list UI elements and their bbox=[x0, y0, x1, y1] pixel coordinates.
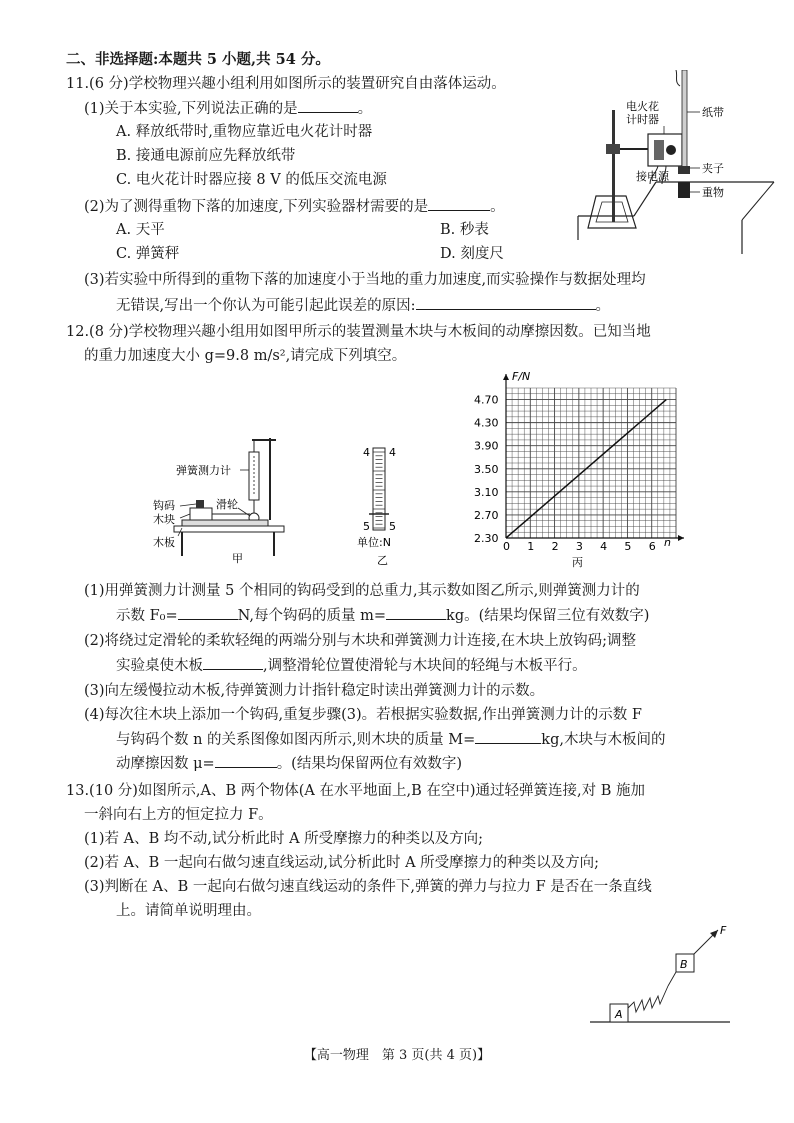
q11-part1-end: 。 bbox=[357, 101, 373, 117]
q11-p1-option-a: A. 释放纸带时,重物应靠近电火花计时器 bbox=[116, 124, 373, 140]
q12-part1-blank-f0[interactable] bbox=[178, 605, 238, 620]
x-tick-label: 3 bbox=[575, 540, 583, 553]
chart-x-label: n bbox=[664, 536, 671, 549]
q13-label-b: B bbox=[680, 958, 688, 971]
q12-part4-b: kg,木块与木板间的 bbox=[541, 732, 666, 748]
q11-part1-text: (1)关于本实验,下列说法正确的是 bbox=[84, 101, 298, 117]
y-tick-label: 4.30 bbox=[474, 416, 499, 430]
q12-part4-d: 。(结果均保留两位有效数字) bbox=[276, 756, 463, 772]
q12-yi-unit: 单位:N bbox=[357, 536, 391, 549]
q11-apparatus-figure bbox=[566, 70, 776, 260]
x-tick-label: 1 bbox=[527, 540, 535, 553]
q11-part3-line1: (3)若实验中所得到的重物下落的加速度小于当地的重力加速度,而实验操作与数据处理均 bbox=[84, 272, 646, 288]
q11-p2-option-a: A. 天平 bbox=[116, 222, 165, 238]
q12-part4-a: 与钩码个数 n 的关系图像如图丙所示,则木块的质量 M= bbox=[116, 732, 476, 748]
q11-p1-option-b: B. 接通电源前应先释放纸带 bbox=[116, 148, 296, 164]
q12-part4-line2 bbox=[116, 729, 665, 750]
q12-figure-jia bbox=[150, 430, 290, 565]
q12-yi-top-left: 4 bbox=[363, 446, 370, 459]
q11-stem: 11.(6 分)学校物理兴趣小组利用如图所示的装置研究自由落体运动。 bbox=[66, 76, 506, 92]
q12-jia-label-board: 木板 bbox=[153, 536, 175, 549]
q12-figure-bing-chart bbox=[460, 366, 690, 571]
y-tick-label: 3.50 bbox=[474, 462, 499, 476]
q11-p2-option-c: C. 弹簧秤 bbox=[116, 246, 180, 262]
y-tick-label: 2.30 bbox=[474, 532, 499, 545]
q12-bing-caption: 丙 bbox=[572, 556, 583, 569]
y-tick-label: 4.70 bbox=[474, 393, 499, 407]
q12-jia-label-spring: 弹簧测力计 bbox=[176, 464, 231, 477]
y-tick-label: 2.70 bbox=[474, 508, 499, 522]
x-tick-label: 6 bbox=[648, 540, 656, 553]
q13-stem-line1: 13.(10 分)如图所示,A、B 两个物体(A 在水平地面上,B 在空中)通过轻弹簧连接,对 B 施加 bbox=[66, 783, 646, 799]
q11-part3-text: 无错误,写出一个你认为可能引起此误差的原因: bbox=[116, 298, 416, 314]
q12-part2-a: 实验桌使木板 bbox=[116, 658, 203, 674]
q13-label-a: A bbox=[615, 1008, 623, 1021]
q12-part1-line2 bbox=[116, 605, 649, 626]
q12-part1-blank-m[interactable] bbox=[386, 605, 446, 620]
y-tick-label: 3.90 bbox=[474, 439, 499, 453]
q12-part1-c: kg。(结果均保留三位有效数字) bbox=[446, 608, 650, 624]
section-title: 二、非选择题:本题共 5 小题,共 54 分。 bbox=[66, 51, 330, 68]
q12-jia-label-block: 木块 bbox=[153, 513, 175, 526]
q12-part3: (3)向左缓慢拉动木板,待弹簧测力计指针稳定时读出弹簧测力计的示数。 bbox=[84, 683, 545, 699]
q13-stem-line2: 一斜向右上方的恒定拉力 F。 bbox=[84, 807, 273, 823]
q11-part2-end: 。 bbox=[490, 199, 505, 215]
x-tick-label: 0 bbox=[503, 540, 510, 553]
x-tick-label: 2 bbox=[551, 540, 559, 553]
q13-part3-line2: 上。请简单说明理由。 bbox=[116, 903, 261, 919]
q12-part1-line1: (1)用弹簧测力计测量 5 个相同的钩码受到的总重力,其示数如图乙所示,则弹簧测力计的 bbox=[84, 583, 640, 599]
chart-tick-labels bbox=[474, 394, 656, 553]
q12-part4-blank-mu[interactable] bbox=[215, 753, 277, 768]
q11-part2-blank[interactable] bbox=[428, 196, 490, 211]
y-axis-arrow bbox=[503, 374, 509, 380]
q12-yi-caption: 乙 bbox=[377, 554, 388, 567]
q11-part2-text: (2)为了测得重物下落的加速度,下列实验器材需要的是 bbox=[84, 199, 429, 215]
q12-part2-b: ,调整滑轮位置使滑轮与木块间的轻绳与木板平行。 bbox=[263, 658, 587, 674]
x-axis-arrow bbox=[678, 535, 684, 541]
q11-part3-line2 bbox=[116, 295, 610, 316]
q11-p1-option-c: C. 电火花计时器应接 8 V 的低压交流电源 bbox=[116, 172, 387, 188]
x-tick-label: 4 bbox=[600, 540, 608, 553]
q12-yi-bottom-right: 5 bbox=[389, 520, 396, 533]
q11-part2 bbox=[84, 196, 505, 217]
q12-figure-yi bbox=[355, 442, 415, 567]
q11-fig-label-power: 接电源 bbox=[636, 170, 669, 183]
q13-spring bbox=[628, 986, 668, 1012]
q12-stem-line2: 的重力加速度大小 g=9.8 m/s²,请完成下列填空。 bbox=[84, 348, 407, 364]
q12-jia-label-hook: 钩码 bbox=[153, 499, 175, 512]
q12-jia-label-pulley: 滑轮 bbox=[216, 498, 238, 511]
q12-part2-line1: (2)将绕过定滑轮的柔软轻绳的两端分别与木块和弹簧测力计连接,在木块上放钩码;调整 bbox=[84, 633, 637, 649]
q13-part1: (1)若 A、B 均不动,试分析此时 A 所受摩擦力的种类以及方向; bbox=[84, 831, 484, 847]
y-tick-label: 3.10 bbox=[474, 485, 499, 499]
q11-p2-option-d: D. 刻度尺 bbox=[440, 246, 504, 262]
q11-part1-blank[interactable] bbox=[298, 98, 358, 113]
q11-part1 bbox=[84, 98, 372, 119]
q12-part4-line3 bbox=[116, 753, 462, 774]
q11-fig-label-timer2: 计时器 bbox=[626, 113, 659, 126]
q13-part2: (2)若 A、B 一起向右做匀速直线运动,试分析此时 A 所受摩擦力的种类以及方向; bbox=[84, 855, 600, 871]
q12-yi-top-right: 4 bbox=[389, 446, 396, 459]
q11-fig-label-weight: 重物 bbox=[702, 186, 724, 199]
q13-part3-line1: (3)判断在 A、B 一起向右做匀速直线运动的条件下,弹簧的弹力与拉力 F 是否在一条直线 bbox=[84, 879, 652, 895]
q11-fig-label-tape: 纸带 bbox=[702, 106, 724, 119]
q11-fig-label-timer: 电火花 bbox=[626, 100, 659, 113]
q11-p2-option-b: B. 秒表 bbox=[440, 222, 489, 238]
q12-stem-line1: 12.(8 分)学校物理兴趣小组用如图甲所示的装置测量木块与木板间的动摩擦因数。已知当地 bbox=[66, 324, 651, 340]
q12-jia-caption: 甲 bbox=[232, 552, 243, 565]
q12-part4-c: 动摩擦因数 μ= bbox=[116, 756, 215, 772]
q12-yi-bottom-left: 5 bbox=[363, 520, 370, 533]
page-footer: 【高一物理 第 3 页(共 4 页)】 bbox=[303, 1048, 491, 1063]
q11-part3-end: 。 bbox=[595, 298, 610, 314]
q12-part4-blank-M[interactable] bbox=[475, 729, 541, 744]
q12-part1-b: N,每个钩码的质量 m= bbox=[237, 608, 387, 624]
x-tick-label: 5 bbox=[624, 540, 632, 553]
q12-part1-a: 示数 F₀= bbox=[116, 608, 178, 624]
q11-fig-label-clip: 夹子 bbox=[702, 162, 724, 175]
chart-y-label: F/N bbox=[512, 370, 531, 383]
q12-part4-line1: (4)每次往木块上添加一个钩码,重复步骤(3)。若根据实验数据,作出弹簧测力计的示数 F bbox=[84, 707, 642, 723]
q13-figure bbox=[588, 920, 738, 1030]
q11-part3-blank[interactable] bbox=[416, 295, 596, 310]
q13-label-f: F bbox=[720, 924, 727, 937]
q12-part2-line2 bbox=[116, 655, 587, 676]
q12-part2-blank[interactable] bbox=[203, 655, 263, 670]
